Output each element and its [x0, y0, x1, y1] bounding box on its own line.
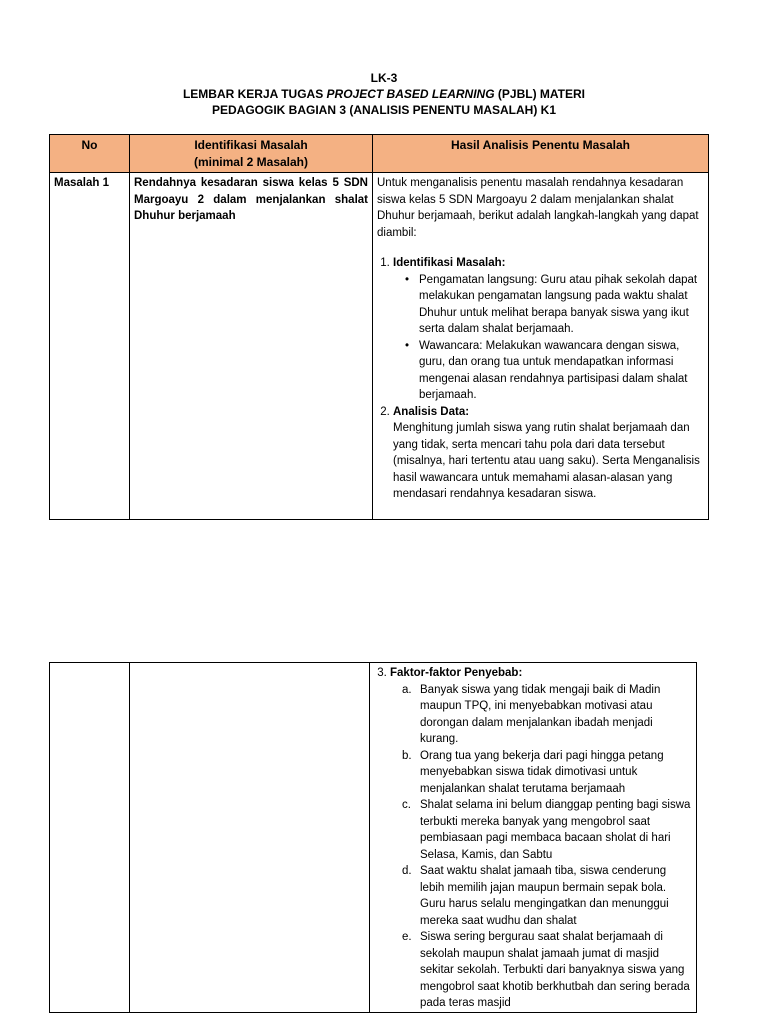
title-suffix: (PJBL) MATERI — [494, 87, 586, 101]
cause-item — [402, 682, 692, 748]
row-no-cell — [50, 663, 130, 1013]
bullet-item: • Wawancara: Melakukan wawancara dengan siswa, guru, dan orang tua untuk mendapatkan informasi mengenai alasan rendahnya partisipasi dalam shalat berjamaah. — [419, 338, 704, 404]
step-item — [393, 404, 704, 503]
cause-text: Shalat selama ini belum dianggap penting bagi siswa terbukti mereka banyak yang mengobrol saat pembiasaan pagi membaca bacaan sholat di hari Selasa, Kamis, dan Sabtu — [420, 799, 691, 861]
row-identifikasi-cell — [130, 663, 370, 1013]
title-italic: PROJECT BASED LEARNING — [326, 87, 495, 101]
worksheet-subtitle: PEDAGOGIK BAGIAN 3 (ANALISIS PENENTU MASALAH) K1 — [211, 103, 557, 117]
worksheet-code: LK-3 — [370, 71, 398, 85]
header-identifikasi-line1: Identifikasi Masalah — [194, 138, 308, 152]
step-title: Analisis Data: — [393, 405, 470, 418]
intro-paragraph: Untuk menganalisis penentu masalah rendahnya kesadaran siswa kelas 5 SDN Margoayu 2 dalam menjalankan shalat Dhuhur berjamaah, berikut adalah langkah-langkah yang dapat diambil: — [377, 177, 699, 239]
cause-marker: d. — [402, 865, 412, 877]
header-no: No — [50, 135, 130, 173]
cause-marker: c. — [402, 799, 411, 811]
analysis-steps — [374, 665, 692, 1012]
cause-item — [402, 797, 692, 863]
header-identifikasi — [130, 135, 373, 173]
cause-text: Siswa sering bergurau saat shalat berjamaah di sekolah maupun shalat jamaah jumat di masjid sekitar sekolah. Terbukti dari banyaknya siswa yang mengobrol saat khotib berkhutbah dan sering berada pada teras masjid — [420, 931, 690, 1009]
step-item — [393, 255, 704, 404]
row-identifikasi-cell: Rendahnya kesadaran siswa kelas 5 SDN Margoayu 2 dalam menjalankan shalat Dhuhur berjamaah — [130, 173, 373, 520]
row-hasil-cell — [373, 173, 709, 520]
cause-item — [402, 863, 692, 929]
table-row — [50, 173, 709, 520]
document-title-block — [0, 70, 768, 118]
cause-text: Banyak siswa yang tidak mengaji baik di Madin maupun TPQ, ini menyebabkan motivasi atau dorongan dalam menjalankan ibadah menjadi kurang. — [420, 683, 661, 745]
step-title: Faktor-faktor Penyebab: — [390, 667, 523, 679]
title-prefix: LEMBAR KERJA TUGAS — [182, 87, 327, 101]
bullet-list — [393, 272, 704, 404]
worksheet-title-line — [0, 86, 768, 102]
cause-marker: a. — [402, 683, 412, 696]
bullet-item: • Pengamatan langsung: Guru atau pihak sekolah dapat melakukan pengamatan langsung pada waktu shalat Dhuhur untuk melihat berapa banyak siswa yang ikut serta dalam shalat berjamaah. — [419, 272, 704, 338]
table-row — [50, 663, 697, 1013]
cause-item — [402, 748, 692, 798]
header-hasil: Hasil Analisis Penentu Masalah — [373, 135, 709, 173]
header-identifikasi-line2: (minimal 2 Masalah) — [193, 154, 309, 169]
step-item — [390, 665, 692, 1012]
table-header-row — [50, 135, 709, 173]
cause-text: Orang tua yang bekerja dari pagi hingga petang menyebabkan siswa tidak dimotivasi untuk menjalankan shalat terutama berjamaah — [420, 749, 664, 795]
step-paragraph: Menghitung jumlah siswa yang rutin shalat berjamaah dan yang tidak, serta mencari tahu pola dari data tersebut (misalnya, hari tertentu atau uang saku). Serta Menganalisis hasil wawancara untuk memahami alasan-alasan yang mendasari rendahnya kesadaran siswa. — [393, 422, 700, 500]
row-hasil-cell — [370, 663, 697, 1013]
cause-list — [390, 682, 692, 1012]
cause-text: Saat waktu shalat jamaah tiba, siswa cenderung lebih memilih jajan maupun bermain sepak bola. Guru harus selalu mengingatkan dan menunggui mereka saat wudhu dan shalat — [420, 865, 669, 927]
analysis-table-continued — [49, 662, 697, 1013]
analysis-steps — [377, 255, 704, 503]
cause-marker: b. — [402, 749, 412, 762]
analysis-table — [49, 134, 709, 520]
row-no-cell: Masalah 1 — [50, 173, 130, 520]
cause-marker: e. — [402, 931, 412, 943]
cause-item — [402, 929, 692, 1012]
step-title: Identifikasi Masalah: — [393, 257, 506, 269]
